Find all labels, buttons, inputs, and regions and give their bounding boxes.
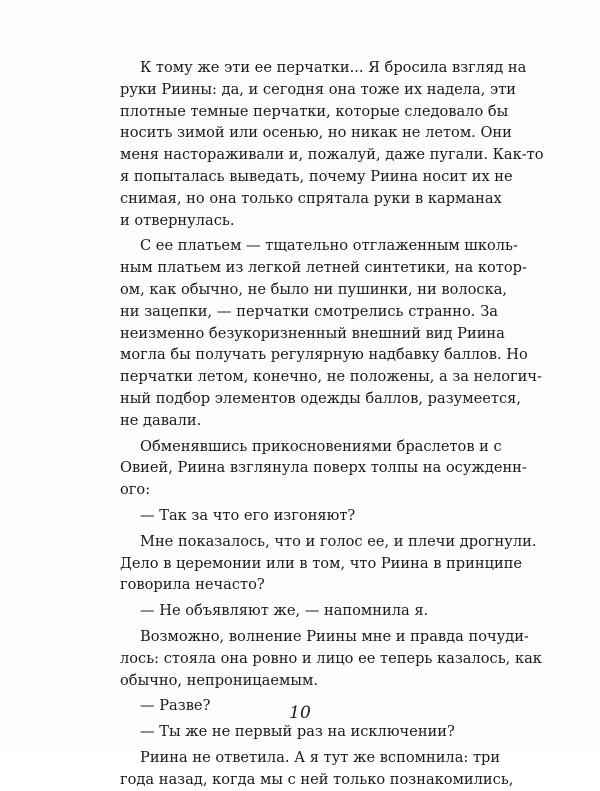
paragraph xyxy=(120,505,498,527)
text-line: меня настораживали и, пожалуй, даже пугали. Как-то xyxy=(120,146,544,164)
body-text xyxy=(120,57,544,791)
text-line: Обменявшись прикосновениями браслетов и с xyxy=(140,437,502,455)
paragraph xyxy=(120,626,542,691)
text-line: ого: xyxy=(120,481,151,499)
text-line: плотные темные перчатки, которые следовало бы xyxy=(120,102,509,120)
text-line: ный подбор элементов одежды баллов, разумеется, xyxy=(120,389,521,407)
text-line: года назад, когда мы с ней только познакомились, xyxy=(120,770,514,788)
text-line: Возможно, волнение Риины мне и правда почуди- xyxy=(140,627,529,645)
text-line: носить зимой или осенью, но никак не летом. Они xyxy=(120,124,512,142)
paragraph xyxy=(120,721,498,743)
text-line: С ее платьем — тщательно отглаженным школь- xyxy=(140,237,518,255)
text-line: ом, как обычно, не было ни пушинки, ни волоска, xyxy=(120,280,508,298)
paragraph xyxy=(120,436,527,501)
paragraph xyxy=(120,531,537,596)
text-line: Мне показалось, что и голос ее, и плечи дрогнули. xyxy=(140,532,537,550)
text-line: могла бы получать регулярную надбавку баллов. Но xyxy=(120,346,528,364)
text-line: неизменно безукоризненный внешний вид Риина xyxy=(120,324,505,342)
text-line: Риина не ответила. А я тут же вспомнила: три xyxy=(140,748,501,766)
text-line: и отвернулась. xyxy=(120,211,235,229)
text-line: — Так за что его изгоняют? xyxy=(140,506,356,524)
text-line: говорила нечасто? xyxy=(120,576,265,594)
page-number: 10 xyxy=(289,703,311,723)
paragraph xyxy=(120,57,544,231)
paragraph xyxy=(120,600,498,622)
text-line: — Не объявляют же, — напомнила я. xyxy=(140,602,429,620)
text-line: не давали. xyxy=(120,411,202,429)
text-line: К тому же эти ее перчатки... Я бросила взгляд на xyxy=(140,59,527,76)
text-line: я попыталась выведать, почему Риина носит их не xyxy=(120,167,513,185)
text-line: — Ты же не первый раз на исключении? xyxy=(140,723,455,741)
text-line: обычно, непроницаемым. xyxy=(120,671,318,689)
text-line: перчатки летом, конечно, не положены, а за нелогич- xyxy=(120,368,542,386)
text-line: ни зацепки, — перчатки смотрелись странно. За xyxy=(120,302,498,320)
text-line: лось: стояла она ровно и лицо ее теперь казалось, как xyxy=(120,649,542,667)
text-line: Овией, Риина взглянула поверх толпы на осужденн- xyxy=(120,459,527,477)
paragraph xyxy=(120,747,514,791)
text-line: снимая, но она только спрятала руки в карманах xyxy=(120,189,502,207)
text-line: руки Риины: да, и сегодня она тоже их надела, эти xyxy=(120,80,516,98)
text-line: Дело в церемонии или в том, что Риина в принципе xyxy=(120,554,523,572)
text-line: ным платьем из легкой летней синтетики, на котор- xyxy=(120,259,527,277)
paragraph xyxy=(120,235,542,431)
text-line: — Разве? xyxy=(140,697,211,715)
